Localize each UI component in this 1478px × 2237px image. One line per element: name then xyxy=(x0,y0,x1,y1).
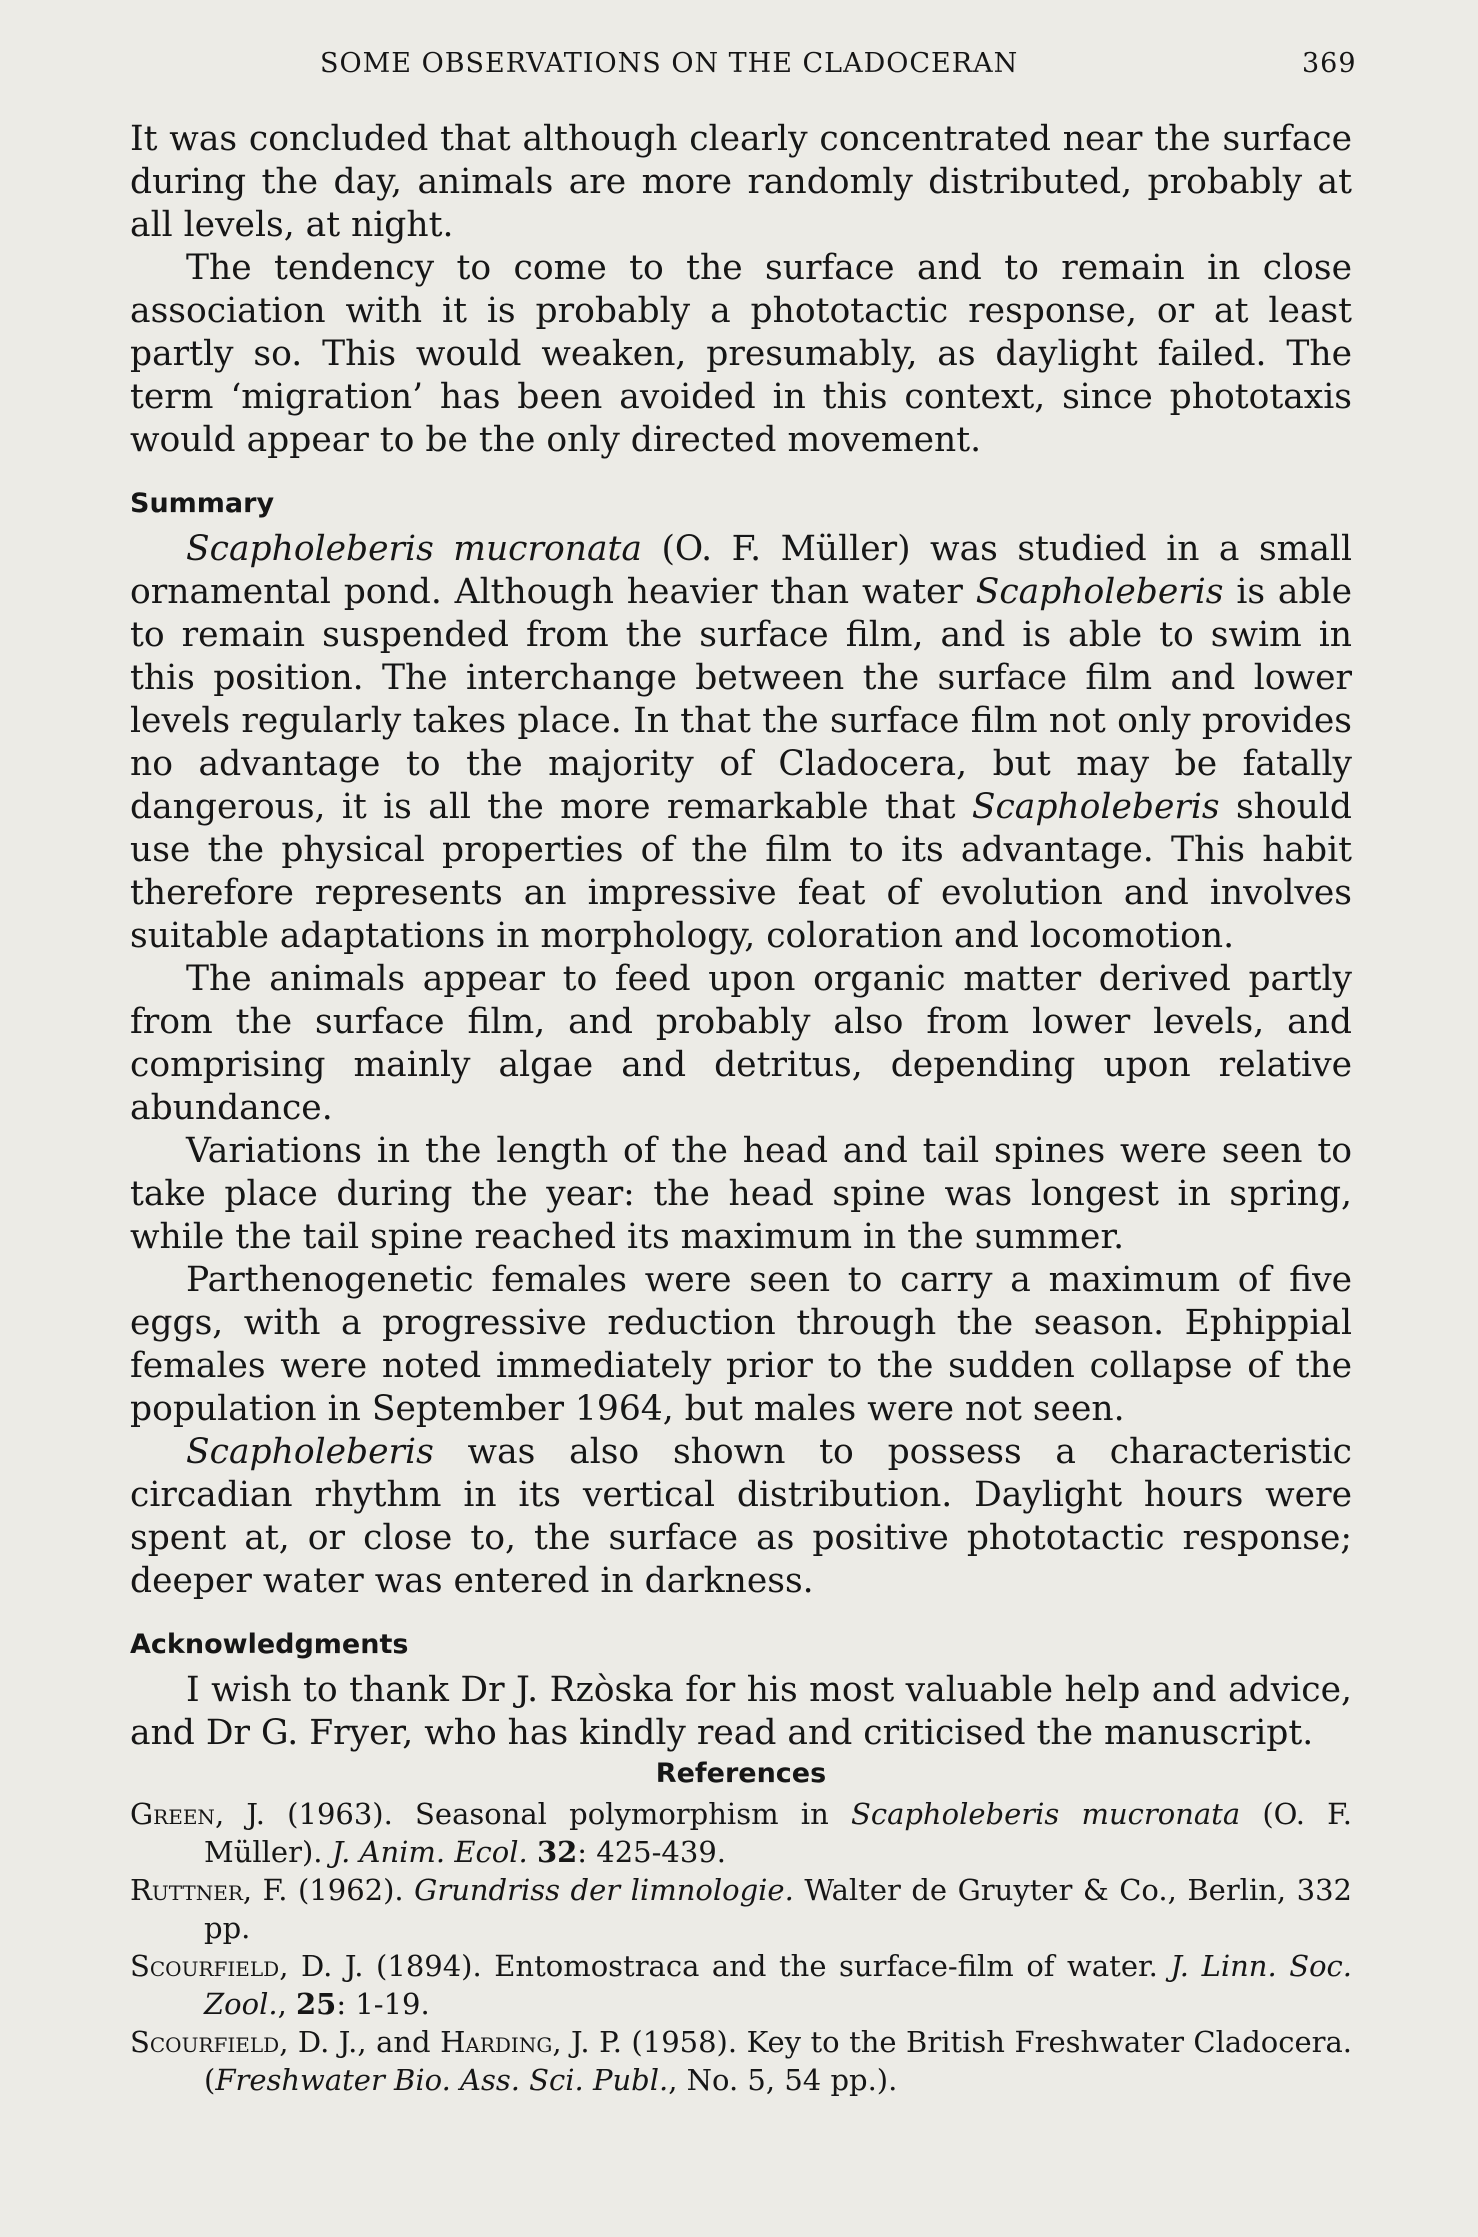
summary-heading: Summary xyxy=(130,488,275,519)
reference-item xyxy=(130,1871,1352,1947)
paragraph-phototaxis: The tendency to come to the surface and to remain in close association with it is probably a phototactic response, or at least partly so. This would weaken, presumably, as daylight failed. The term ‘migration’ has been avoided in this context, since phototaxis would appear to be the only directed movement. xyxy=(130,248,1352,460)
reference-volume: 25 xyxy=(296,1987,337,2021)
reference-title: Grundriss der limnologie. xyxy=(414,1873,794,1907)
reference-text: , D. J. (1894). Entomostraca and the surface-film of water. xyxy=(279,1949,1171,1983)
summary-text: should use the physical properties of the film to its advantage. This habit therefore represents an impressive feat of evolution and involves suitable adaptations in morphology, coloration and locomotion. xyxy=(130,787,1353,956)
running-title: SOME OBSERVATIONS ON THE CLADOCERAN xyxy=(320,48,1019,79)
reference-text: (O. F. Müller). xyxy=(204,1797,1352,1869)
reference-item xyxy=(130,1795,1352,1871)
reference-text: , D. J., and xyxy=(279,2025,441,2059)
reference-journal: J. Anim. Ecol. xyxy=(331,1835,528,1869)
summary-paragraph-4: Parthenogenetic females were seen to carry a maximum of five eggs, with a progressive reduction through the season. Ephippial females were noted immediately prior to the sudden collapse of the population in September 1964, but males were not seen. xyxy=(130,1260,1352,1429)
reference-author: Harding xyxy=(440,2025,553,2059)
summary-text: was also shown to possess a characteristic circadian rhythm in its vertical distribution. Daylight hours were spent at, or close to, the surface as positive phototactic response; deeper water was entered in darkness. xyxy=(130,1432,1352,1601)
reference-volume: 32 xyxy=(536,1835,578,1869)
reference-text: , F. (1962). xyxy=(242,1873,415,1907)
acknowledgments-heading: Acknowledgments xyxy=(130,1629,409,1660)
paragraph-conclusion: It was concluded that although clearly concentrated near the surface during the day, animals are more randomly distributed, probably at all levels, at night. xyxy=(130,119,1352,245)
references-heading: References xyxy=(655,1758,827,1789)
reference-text: , J. P. (1958). Key to the British Freshwater Cladocera. ( xyxy=(204,2025,1352,2097)
summary-paragraph-1 xyxy=(130,528,1352,958)
reference-author: Ruttner xyxy=(130,1873,243,1907)
summary-text: (O. F. Müller) was studied in a small ornamental pond. Although heavier than water xyxy=(130,529,1352,612)
summary-text: is able to remain suspended from the surface film, and is able to swim in this position. The interchange between the surface film and lower levels regularly takes place. In that the surface film not only provides no advantage to the majority of Cladocera, but may be fatally dangerous, it is all the more remarkable that xyxy=(130,572,1352,827)
reference-text: , J. (1963). Seasonal polymorphism in xyxy=(214,1797,851,1831)
reference-item: Scourfield, D. J. (1894). Entomostraca and the surface-film of water. J. Linn. Soc. Zool., 25: 1-19. xyxy=(130,1949,1353,2021)
references-list xyxy=(130,1795,1352,2099)
reference-author: Scourfield xyxy=(130,1949,280,1983)
reference-journal: Freshwater Bio. Ass. Sci. Publ. xyxy=(215,2063,669,2097)
reference-author: Green xyxy=(130,1797,215,1831)
reference-pages: : 1-19. xyxy=(336,1987,430,2021)
summary-paragraph-2: The animals appear to feed upon organic matter derived partly from the surface film, and probably also from lower levels, and comprising mainly algae and detritus, depending upon relative abundance. xyxy=(130,959,1352,1128)
reference-text: Walter de Gruyter & Co., Berlin, 332 pp. xyxy=(204,1873,1352,1945)
reference-author: Scourfield xyxy=(130,2025,280,2059)
summary-paragraph-5 xyxy=(130,1431,1352,1603)
running-header xyxy=(0,48,1478,88)
page-number: 369 xyxy=(1302,48,1357,79)
genus-name: Scapholeberis xyxy=(186,1432,434,1472)
reference-pages: : 425-439. xyxy=(577,1835,727,1869)
genus-name: Scapholeberis xyxy=(971,787,1220,827)
reference-text: , No. 5, 54 pp.). xyxy=(668,2063,898,2097)
acknowledgments-paragraph: I wish to thank Dr J. Rzòska for his most valuable help and advice, and Dr G. Fryer, who has kindly read and criticised the manuscript. xyxy=(130,1670,1352,1753)
reference-item xyxy=(130,2023,1352,2099)
reference-journal: J. Linn. Soc. Zool. xyxy=(204,1949,1353,2021)
summary-paragraph-3: Variations in the length of the head and tail spines were seen to take place during the year: the head spine was longest in spring, while the tail spine reached its maximum in the summer. xyxy=(130,1131,1352,1257)
species-name: Scapholeberis mucronata xyxy=(186,529,642,569)
text-column xyxy=(130,118,1352,2099)
reference-title: Scapholeberis mucronata xyxy=(850,1797,1241,1831)
genus-name: Scapholeberis xyxy=(975,572,1224,612)
